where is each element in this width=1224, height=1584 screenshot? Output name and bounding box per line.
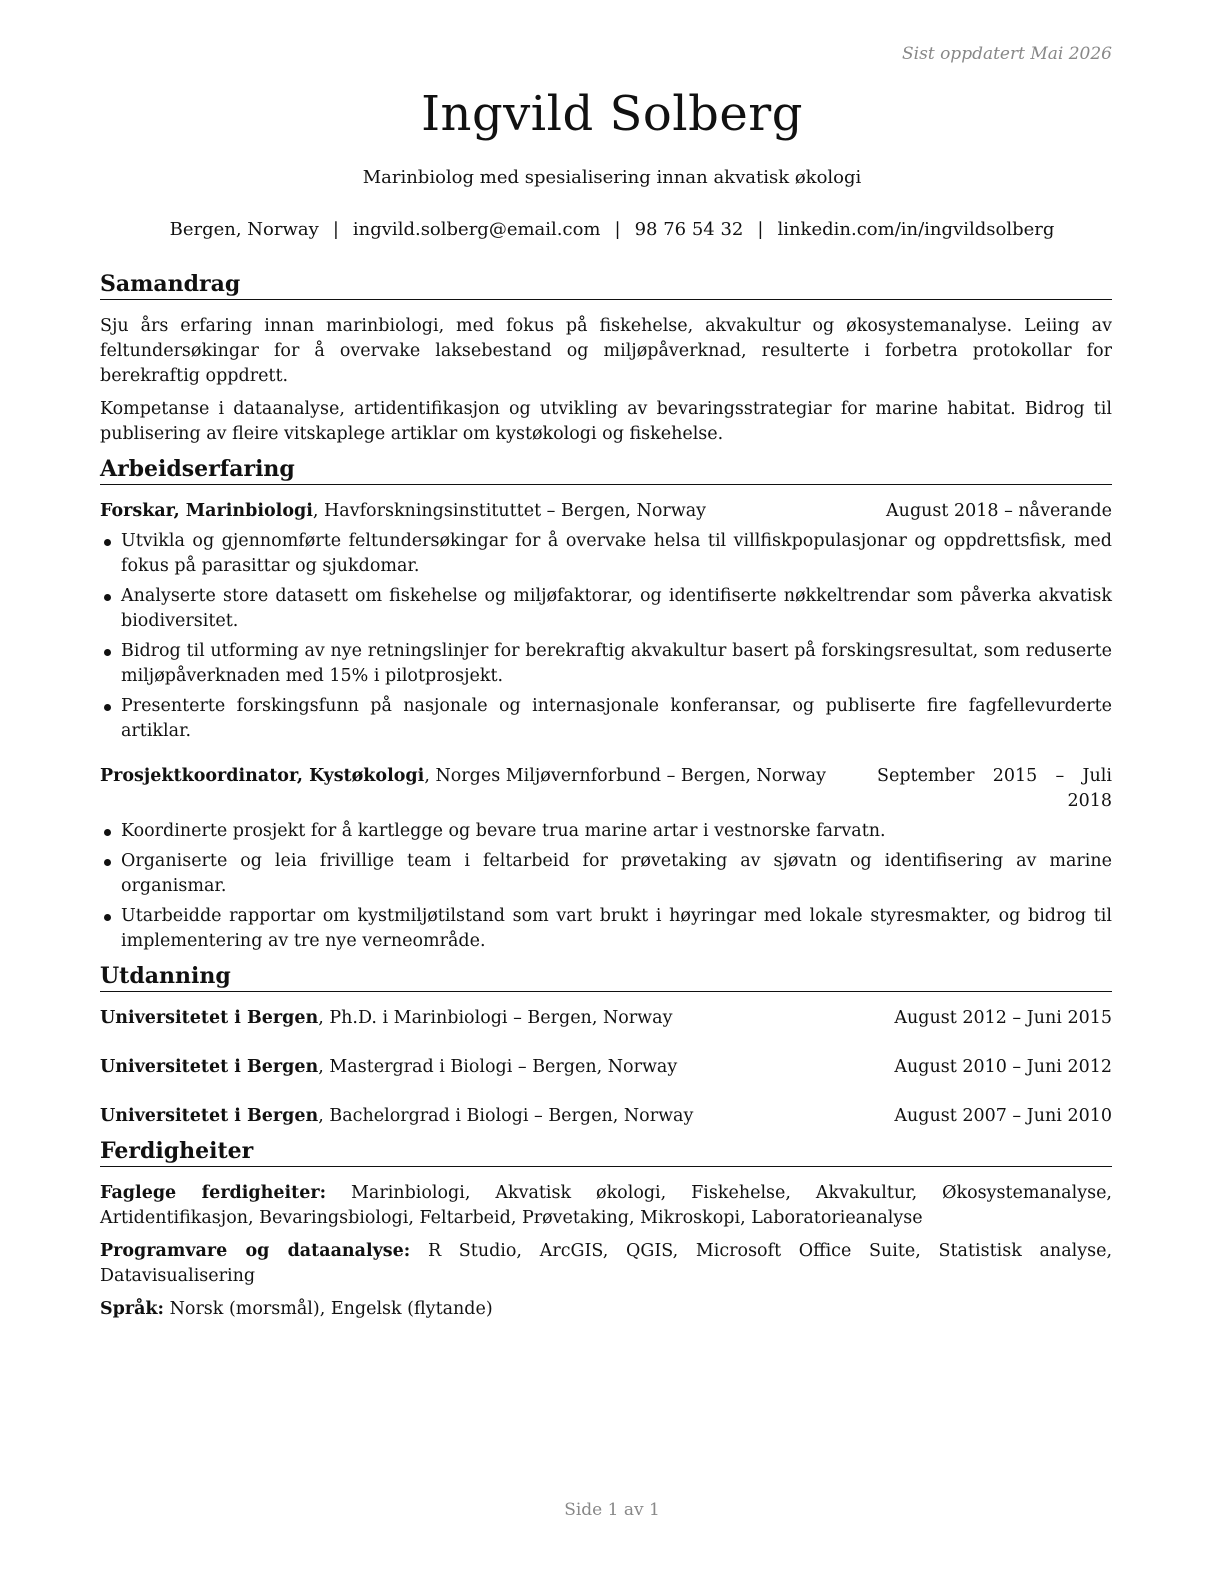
education-entry	[100, 1006, 1112, 1031]
contact-line	[0, 219, 1224, 240]
job-dates: August 2018 – nåverande	[886, 501, 1112, 521]
school-name: Universitetet i Bergen	[100, 1057, 319, 1077]
list-item: Koordinerte prosjekt for å kartlegge og bevare trua marine artar i vestnorske farvatn.	[100, 819, 1112, 844]
job-title: Prosjektkoordinator, Kystøkologi	[100, 766, 425, 786]
resume-content	[100, 270, 1112, 1330]
skills-heading: Ferdigheiter	[100, 1137, 1112, 1167]
list-item: Presenterte forskingsfunn på nasjonale og internasjonale konferansar, og publiserte fire fagfellevurderte artiklar.	[100, 694, 1112, 744]
list-item: Utvikla og gjennomførte feltundersøkingar for å overvake helsa til villfiskpopulasjonar og oppdrettsfisk, med fokus på parasittar og sjukdomar.	[100, 529, 1112, 579]
experience-heading: Arbeidserfaring	[100, 455, 1112, 485]
job-bullets	[100, 819, 1112, 954]
education-dates: August 2010 – Juni 2012	[894, 1057, 1112, 1077]
summary-section	[100, 270, 1112, 447]
skill-value: R Studio, ArcGIS, QGIS, Microsoft Office Suite, Statistisk analyse, Datavisualisering	[100, 1241, 1113, 1286]
summary-heading: Samandrag	[100, 270, 1112, 300]
skills-section	[100, 1137, 1112, 1322]
list-item: Utarbeidde rapportar om kystmiljøtilstand som vart brukt i høyringar med lokale styresmakter, og bidrog til implementering av tre nye verneområde.	[100, 904, 1112, 954]
job-header	[100, 499, 1112, 524]
degree: , Mastergrad i Biologi – Bergen, Norway	[318, 1057, 678, 1077]
job-entry	[100, 764, 1112, 954]
summary-paragraph: Sju års erfaring innan marinbiologi, med fokus på fiskehelse, akvakultur og økosystemanalyse. Leiing av feltundersøkingar for å overvake laksebestand og miljøpåverknad, resulterte i forbetra protokollar for berekraftig oppdrett.	[100, 316, 1112, 386]
skill-label: Språk:	[100, 1299, 165, 1319]
list-item: Analyserte store datasett om fiskehelse og miljøfaktorar, og identifiserte nøkkeltrendar som påverka akvatisk biodiversitet.	[100, 584, 1112, 634]
job-org: , Havforskningsinstituttet – Bergen, Norway	[312, 501, 707, 521]
job-entry	[100, 499, 1112, 744]
degree: , Bachelorgrad i Biologi – Bergen, Norway	[318, 1106, 694, 1126]
education-entry	[100, 1104, 1112, 1129]
contact-email[interactable]: ingvild.solberg@email.com	[352, 219, 601, 240]
experience-section	[100, 455, 1112, 954]
job-org: , Norges Miljøvernforbund – Bergen, Norway	[424, 766, 826, 786]
school-name: Universitetet i Bergen	[100, 1008, 319, 1028]
contact-location: Bergen, Norway	[169, 219, 319, 240]
job-dates: September 2015 – Juli 2018	[877, 766, 1112, 811]
job-title: Forskar, Marinbiologi	[100, 501, 313, 521]
skill-line	[100, 1297, 1112, 1322]
contact-separator: |	[332, 219, 339, 240]
candidate-name: Ingvild Solberg	[421, 86, 803, 142]
skill-value: Norsk (morsmål), Engelsk (flytande)	[164, 1299, 493, 1319]
list-item: Organiserte og leia frivillige team i feltarbeid for prøvetaking av sjøvatn og identifisering av marine organismar.	[100, 849, 1112, 899]
skill-line	[100, 1239, 1112, 1289]
page-number: Side 1 av 1	[564, 1500, 660, 1520]
degree: , Ph.D. i Marinbiologi – Bergen, Norway	[318, 1008, 673, 1028]
skill-label: Faglege ferdigheiter:	[100, 1183, 327, 1203]
tagline: Marinbiolog med spesialisering innan akvatisk økologi	[362, 167, 862, 188]
contact-separator: |	[614, 219, 621, 240]
education-dates: August 2007 – Juni 2010	[894, 1106, 1112, 1126]
contact-linkedin[interactable]: linkedin.com/in/ingvildsolberg	[777, 219, 1055, 240]
last-updated: Sist oppdatert Mai 2026	[902, 44, 1112, 64]
education-entry	[100, 1055, 1112, 1080]
education-section	[100, 962, 1112, 1129]
skill-value: Marinbiologi, Akvatisk økologi, Fiskehelse, Akvakultur, Økosystemanalyse, Artidentifikasjon, Bevaringsbiologi, Feltarbeid, Prøvetaking, Mikroskopi, Laboratorieanalyse	[100, 1183, 1112, 1228]
skill-line	[100, 1181, 1112, 1231]
list-item: Bidrog til utforming av nye retningslinjer for berekraftig akvakultur basert på forskingsresultat, som reduserte miljøpåverknaden med 15% i pilotprosjekt.	[100, 639, 1112, 689]
education-dates: August 2012 – Juni 2015	[894, 1008, 1112, 1028]
skill-label: Programvare og dataanalyse:	[100, 1241, 411, 1261]
job-bullets	[100, 529, 1112, 744]
contact-separator: |	[757, 219, 764, 240]
summary-paragraph: Kompetanse i dataanalyse, artidentifikasjon og utvikling av bevaringsstrategiar for marine habitat. Bidrog til publisering av fleire vitskaplege artiklar om kystøkologi og fiskehelse.	[100, 399, 1112, 444]
job-header	[100, 764, 1112, 814]
education-heading: Utdanning	[100, 962, 1112, 992]
contact-phone: 98 76 54 32	[634, 219, 744, 240]
school-name: Universitetet i Bergen	[100, 1106, 319, 1126]
